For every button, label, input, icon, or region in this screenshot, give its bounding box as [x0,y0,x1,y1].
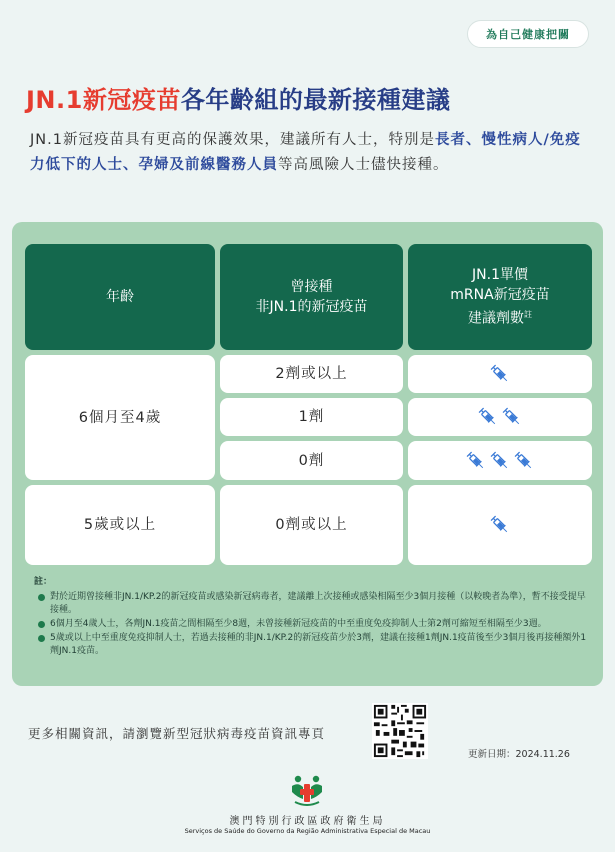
prior-dose-label: 0劑 [298,452,325,469]
update-date: 更新日期：2024.11.26 [468,749,570,760]
organization-name-zh: 澳門特別行政區政府衛生局 [229,816,386,827]
prior-dose-label: 1劑 [298,409,325,425]
title-subject: 各年齡組的最新接種建議 [180,86,451,114]
prior-dose-cell [220,355,403,393]
header-prior-line2: 非JN.1的新冠疫苗 [255,299,368,315]
prior-dose-cell [220,398,403,436]
prior-dose-cell [220,485,403,565]
footnotes [34,576,589,659]
footnote-item: 5歲或以上中至重度免疫抑制人士，若過去接種的非JN.1/KP.2的新冠疫苗少於3劑，建議在接種1劑JN.1疫苗後至少3個月後再接種額外1劑JN.1疫苗。 [34,632,589,658]
header-dose-line2: mRNA新冠疫苗 [450,287,550,304]
dose-count-cell [408,398,592,436]
header-dose-line1: JN.1單價 [472,267,528,284]
header-dose-line3 [468,305,532,329]
syringe-icon [513,450,535,472]
prior-dose-cell [220,441,403,480]
header-recommended-doses [408,244,592,350]
dose-count-cell [408,441,592,480]
footnotes-list [34,591,589,658]
syringe-icon [489,450,511,472]
age-group-5y-plus [25,485,215,565]
syringe-icon [477,406,499,428]
organization-name-pt: Serviços de Saúde do Governo da Região Administrativa Especial de Macau [184,827,431,835]
syringe-icon [465,450,487,472]
dose-count-cell [408,485,592,565]
intro-text-1: JN.1新冠疫苗具有更高的保護效果，建議所有人士，特別是 [30,132,435,148]
slogan-badge: 為自己健康把關 [467,20,589,48]
header-dose-line3-text: 建議劑數 [468,310,524,327]
prior-dose-label: 2劑或以上 [275,366,348,382]
qr-code-icon[interactable] [372,703,428,759]
header-age-label: 年齡 [106,289,134,305]
note-mark: 註 [524,310,532,320]
age-group-6m-4y [25,355,215,480]
footnote-item: 6個月至4歲人士，各劑JN.1疫苗之間相隔至少8週，未曾接種新冠疫苗的中至重度免疫抑制人士第2劑可縮短至相隔至少3週。 [34,618,589,631]
intro-high-risk-groups: 長者、慢性病人/免疫力低下的人士、孕婦及前線醫務人員 [30,132,581,173]
dose-count-cell [408,355,592,393]
header-prior-dose [220,244,403,350]
footnote-item: 對於近期曾接種非JN.1/KP.2的新冠疫苗或感染新冠病毒者，建議離上次接種或感染相隔至少3個月接種（以較晚者為準），暫不接受提早接種。 [34,591,589,617]
health-bureau-logo-icon [289,772,325,808]
syringe-icon [489,363,511,385]
syringe-icon [489,514,511,536]
prior-dose-label: 0劑或以上 [275,517,348,533]
header-prior-line1: 曾接種 [290,279,333,295]
intro-paragraph [30,128,590,178]
intro-text-2: 等高風險人士儘快接種。 [278,157,449,173]
recommendation-panel [12,222,603,686]
title-vaccine-name: JN.1新冠疫苗 [26,86,181,114]
age-label: 6個月至4歲 [78,409,162,426]
syringe-icon [501,406,523,428]
header-age [25,244,215,350]
footnotes-heading: 註： [34,577,53,587]
more-info-text: 更多相關資訊，請瀏覽新型冠狀病毒疫苗資訊專頁 [28,726,326,741]
page-title [26,80,596,115]
age-label: 5歲或以上 [83,517,157,533]
